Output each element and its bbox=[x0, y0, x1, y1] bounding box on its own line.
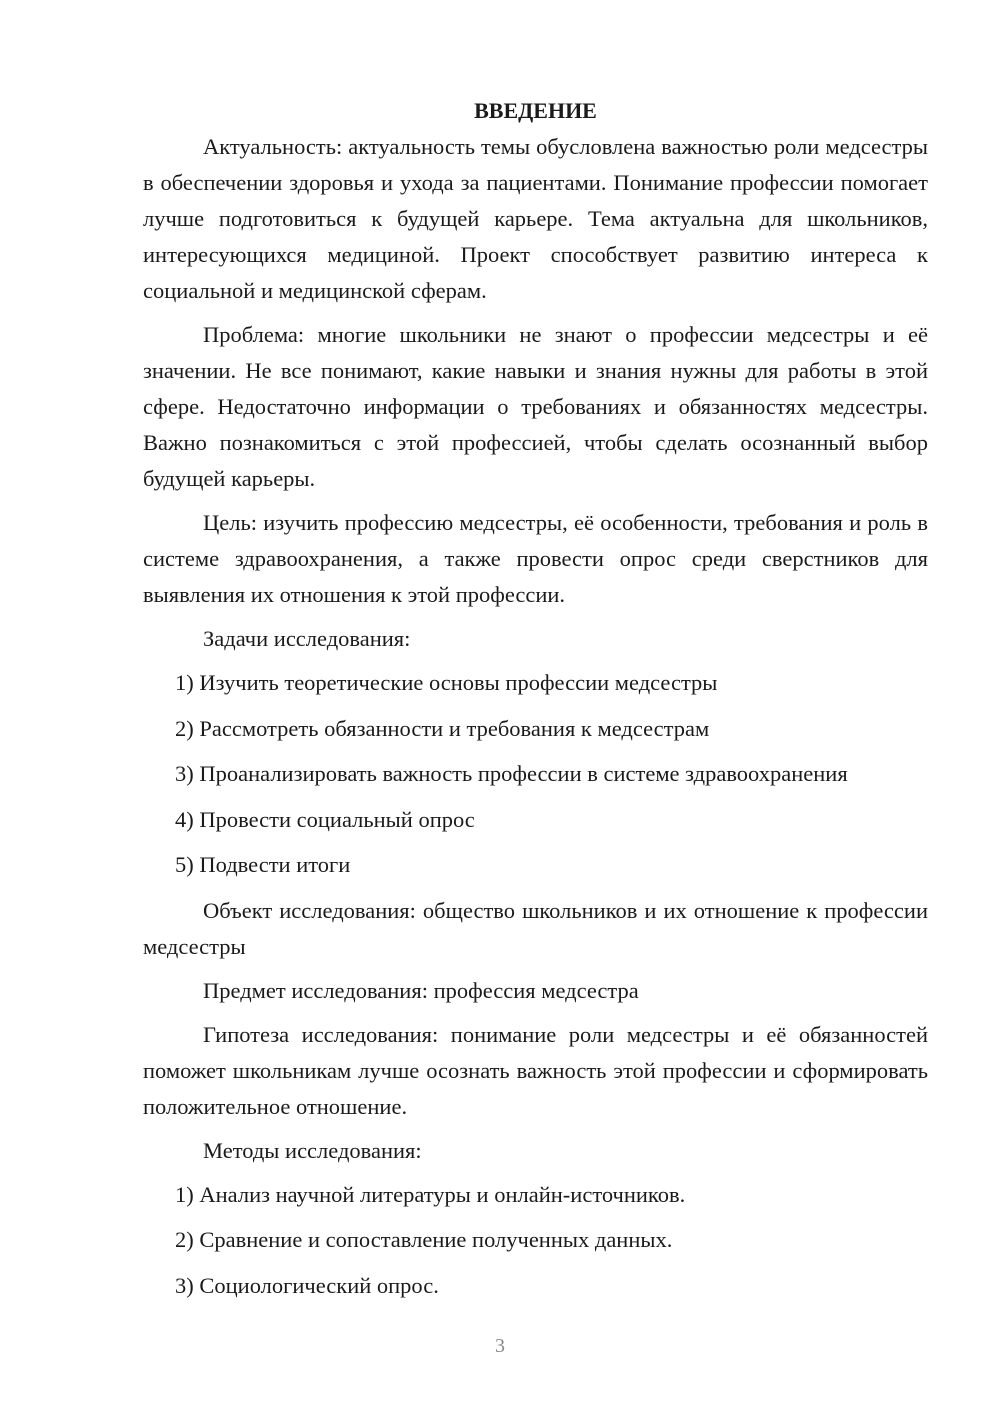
task-item: 3) Проанализировать важность профессии в системе здравоохранения bbox=[175, 761, 848, 786]
goal-paragraph: Цель: изучить профессию медсестры, её особенности, требования и роль в системе здравоохранения, а также провести опрос среди сверстников для выявления их отношения к этой профессии. bbox=[143, 510, 928, 607]
task-item: 4) Провести социальный опрос bbox=[175, 806, 475, 832]
task-item: 5) Подвести итоги bbox=[175, 852, 351, 877]
method-item: 1) Анализ научной литературы и онлайн-источников. bbox=[175, 1181, 686, 1207]
method-item: 2) Сравнение и сопоставление полученных данных. bbox=[175, 1227, 673, 1252]
object-paragraph: Объект исследования: общество школьников и их отношение к профессии медсестры bbox=[143, 897, 928, 959]
hypothesis-paragraph: Гипотеза исследования: понимание роли медсестры и её обязанностей поможет школьникам лучше осознать важность этой профессии и сформировать положительное отношение. bbox=[143, 1021, 928, 1119]
method-item: 3) Социологический опрос. bbox=[175, 1272, 439, 1298]
relevance-paragraph: Актуальность: актуальность темы обусловлена важностью роли медсестры в обеспечении здоровья и ухода за пациентами. Понимание профессии помогает лучше подготовиться к будущей карьере. Тема актуальна для школьников, интересующихся медициной. Проект способствует развитию интереса к социальной и медицинской сферам. bbox=[143, 134, 928, 303]
task-item: 1) Изучить теоретические основы профессии медсестры bbox=[175, 670, 718, 695]
methods-heading: Методы исследования: bbox=[203, 1137, 422, 1163]
problem-paragraph: Проблема: многие школьники не знают о профессии медсестры и её значении. Не все понимают, какие навыки и знания нужны для работы в этой сфере. Недостаточно информации о требованиях и обязанностях медсестры. Важно познакомиться с этой профессией, чтобы сделать осознанный выбор будущей карьеры. bbox=[143, 322, 928, 491]
page-number: 3 bbox=[495, 1335, 505, 1357]
page-content bbox=[143, 93, 928, 1313]
section-title: ВВЕДЕНИЕ bbox=[474, 98, 597, 123]
tasks-heading: Задачи исследования: bbox=[203, 626, 411, 651]
task-item: 2) Рассмотреть обязанности и требования к медсестрам bbox=[175, 715, 710, 741]
subject-paragraph: Предмет исследования: профессия медсестра bbox=[203, 977, 639, 1003]
